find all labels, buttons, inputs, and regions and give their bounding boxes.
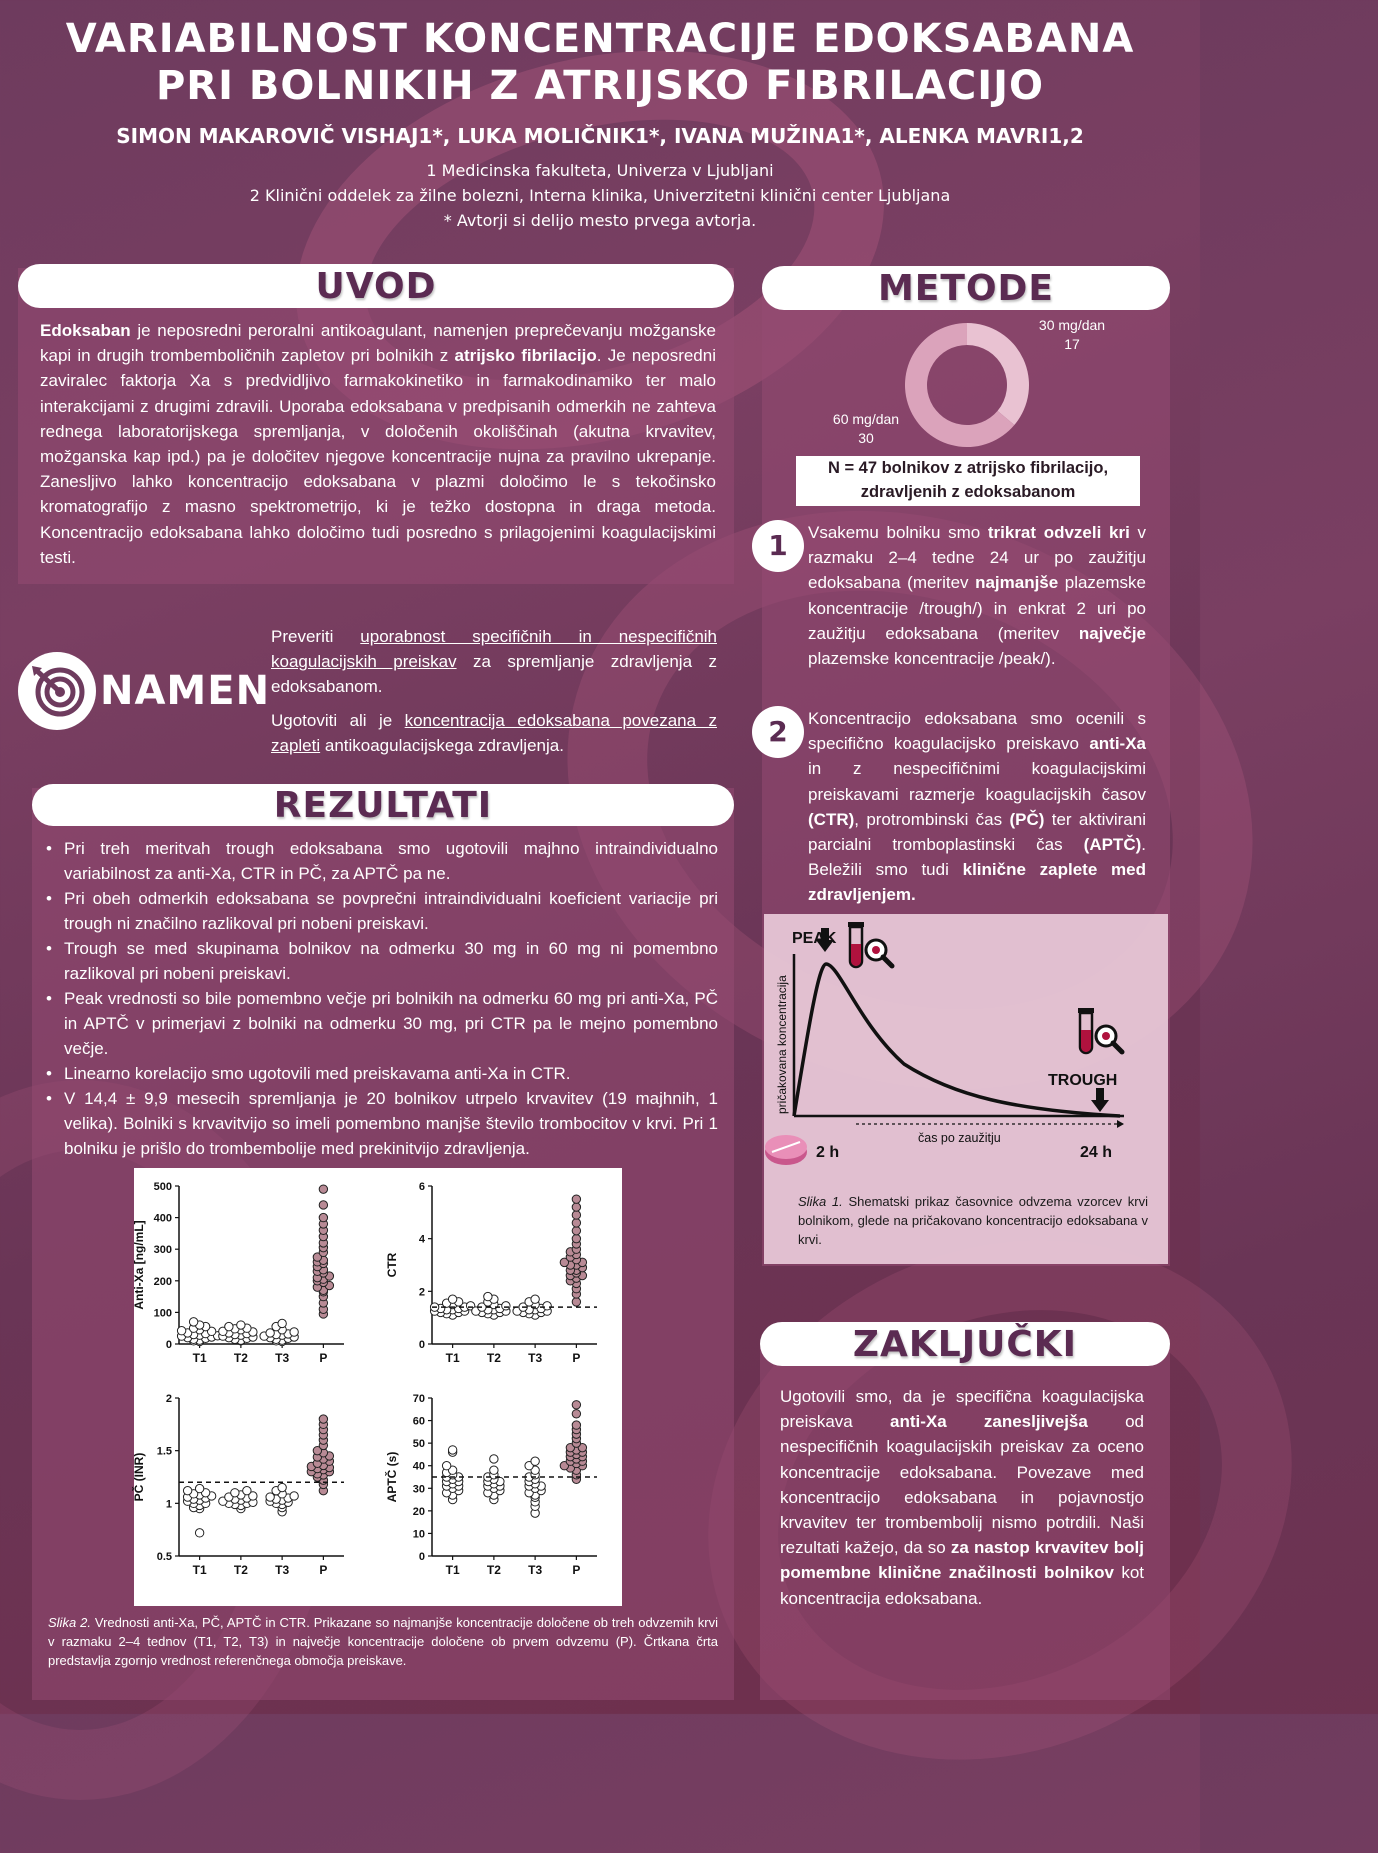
pill-icon xyxy=(765,1135,807,1165)
s2g: ter aktivirani parcialni tromboplastinski čas xyxy=(808,809,1146,855)
namen-p2b: koncentracija edoksabana povezana z zapleti xyxy=(271,710,717,755)
figure-2-caption-label: Slika 2. xyxy=(48,1615,91,1630)
y-axis-label: Anti-Xa [ng/mL] xyxy=(132,1220,146,1310)
n-line-2: zdravljenih z edoksabanom xyxy=(860,483,1076,501)
data-point xyxy=(484,1292,492,1300)
tick-24h: 24 h xyxy=(1080,1144,1113,1161)
s1b: trikrat odvzeli kri xyxy=(987,523,1130,542)
x-tick-label: T3 xyxy=(528,1351,543,1365)
y-tick-label: 200 xyxy=(153,1275,172,1288)
x-tick-label: T2 xyxy=(486,1351,501,1365)
step-2-text xyxy=(808,706,1146,908)
donut-label-60mg xyxy=(816,410,916,448)
y-tick-label: 300 xyxy=(153,1244,172,1257)
s2j: klinične zaplete med zdravljenjem. xyxy=(808,860,1146,905)
data-point xyxy=(319,1213,327,1221)
y-tick-label: 0 xyxy=(418,1551,425,1563)
data-point xyxy=(490,1466,498,1474)
uvod-t1: Edoksaban xyxy=(40,321,131,340)
data-point xyxy=(177,1327,185,1335)
rezultati-bullet: • Peak vrednosti so bile pomembno večje pri bolnikih na odmerku 60 mg pri anti-Xa, PČ in APTČ v primerjavi z bolniki na odmerku 30 mg, pri CTR pa le mejno pomembno večje. xyxy=(42,986,718,1061)
dose-donut-chart xyxy=(900,318,1034,452)
x-tick-label: P xyxy=(319,1563,328,1577)
data-point xyxy=(319,1201,327,1209)
data-point xyxy=(572,1421,580,1429)
y-tick-label: 30 xyxy=(412,1483,425,1496)
figure-1-caption xyxy=(798,1192,1148,1249)
blood-test-tube-icon xyxy=(848,922,892,967)
poster-title xyxy=(0,16,1200,110)
data-point xyxy=(572,1203,580,1211)
metode-heading: METODE xyxy=(762,266,1170,310)
data-point xyxy=(319,1415,327,1423)
x-tick-label: T1 xyxy=(445,1563,460,1577)
y-tick-label: 400 xyxy=(153,1212,172,1225)
data-point xyxy=(195,1484,203,1492)
title-line-1: VARIABILNOST KONCENTRACIJE EDOKSABANA xyxy=(65,16,1135,62)
pk-curve-diagram xyxy=(764,914,1168,1170)
trough-label: TROUGH xyxy=(1048,1072,1118,1089)
s2a: Koncentracijo edoksabana smo ocenili s specifično koagulacijsko preiskavo xyxy=(808,709,1146,754)
data-point xyxy=(572,1401,580,1409)
y-tick-label: 500 xyxy=(153,1181,172,1193)
x-tick-label: T2 xyxy=(233,1563,248,1577)
authors: SIMON MAKAROVIČ VISHAJ1*, LUKA MOLIČNIK1*, IVANA MUŽINA1*, ALENKA MAVRI1,2 xyxy=(116,124,1084,148)
z3: od nespecifičnih koagulacijskih preiskav za oceno koncentracije edoksabana. Povezave med koncentracijo edoksabana in pojavnostjo krvavitev ter trombembolij nismo potrdili. Naši rezultati kažejo, da so xyxy=(780,1412,1144,1558)
donut-label-60mg-value: 30 xyxy=(858,430,874,446)
uvod-text xyxy=(40,318,716,570)
s1a: Vsakemu bolniku smo xyxy=(808,523,988,542)
y-tick-label: 10 xyxy=(412,1528,425,1541)
namen-p1c: za spremljanje zdravljenja z edoksabanom. xyxy=(271,652,717,697)
data-point xyxy=(572,1410,580,1418)
y-tick-label: 1.5 xyxy=(156,1445,172,1458)
title-line-2: PRI BOLNIKIH Z ATRIJSKO FIBRILACIJO xyxy=(155,63,1045,109)
x-tick-label: T1 xyxy=(192,1563,207,1577)
donut-label-60mg-text: 60 mg/dan xyxy=(832,411,900,427)
z4: za nastop krvavitev bolj pomembne klinične značilnosti bolnikov xyxy=(780,1538,1144,1583)
y-tick-label: 60 xyxy=(412,1415,425,1428)
x-axis-label: čas po zaužitju xyxy=(918,1131,1001,1145)
uvod-heading: UVOD xyxy=(18,264,734,308)
figure-1-caption-text: Shematski prikaz časovnice odvzema vzorcev krvi bolnikom, glede na pričakovano koncentracijo edoksabana v krvi. xyxy=(798,1194,1148,1247)
x-tick-label: P xyxy=(572,1563,581,1577)
s1d: najmanjše xyxy=(975,573,1059,593)
figure-2-caption-text: Vrednosti anti-Xa, PČ, APTČ in CTR. Prikazane so najmanjše koncentracije določene ob treh odvzemih krvi v razmaku 2–4 tednov (T1, T2, T3) in največje koncentracije določene ob prvem odvzemu (P). Črtkana črta predstavlja zgornjo vrednost referenčnega območja preiskave. xyxy=(48,1615,718,1668)
x-tick-label: P xyxy=(572,1351,581,1365)
data-point xyxy=(572,1211,580,1219)
uvod-t3: atrijsko fibrilacijo xyxy=(454,346,597,366)
y-tick-label: 0 xyxy=(165,1339,172,1351)
scatter-charts xyxy=(134,1168,622,1606)
figure-2 xyxy=(134,1168,622,1606)
data-point xyxy=(319,1185,327,1193)
y-tick-label: 6 xyxy=(418,1181,425,1193)
y-tick-label: 0.5 xyxy=(156,1551,172,1563)
data-point xyxy=(278,1319,286,1327)
y-tick-label: 50 xyxy=(412,1438,425,1451)
namen-p1a: Preveriti xyxy=(271,627,361,646)
namen-text xyxy=(271,624,717,758)
data-point xyxy=(195,1529,203,1537)
s2b: anti-Xa xyxy=(1089,734,1146,754)
donut-label-30mg-text: 30 mg/dan xyxy=(1038,317,1106,333)
y-tick-label: 100 xyxy=(153,1307,172,1320)
peak-label: PEAK xyxy=(792,930,837,947)
x-tick-label: P xyxy=(319,1351,328,1365)
data-point xyxy=(237,1321,245,1329)
y-tick-label: 4 xyxy=(418,1233,425,1246)
zakljucki-heading: ZAKLJUČKI xyxy=(760,1322,1170,1366)
s2f: (PČ) xyxy=(1009,809,1045,829)
affiliation-3: * Avtorji si delijo mesto prvega avtorja. xyxy=(443,211,757,230)
namen-p2c: antikoagulacijskega zdravljenja. xyxy=(320,735,564,755)
y-tick-label: 1 xyxy=(165,1498,172,1511)
data-point xyxy=(183,1486,191,1494)
rezultati-heading: REZULTATI xyxy=(32,784,734,826)
s2i: . Beležili smo tudi xyxy=(808,835,1146,880)
target-icon xyxy=(18,652,96,730)
affiliation-1: 1 Medicinska fakulteta, Univerza v Ljubljani xyxy=(426,161,774,180)
concentration-curve xyxy=(794,964,1120,1116)
y-tick-label: 0 xyxy=(418,1339,425,1351)
blood-test-tube-icon xyxy=(1078,1008,1122,1053)
trough-arrow xyxy=(1091,1088,1109,1112)
namen-heading: NAMEN xyxy=(100,668,271,714)
data-point xyxy=(442,1462,450,1470)
rezultati-bullet: • Trough se med skupinama bolnikov na odmerku 30 mg in 60 mg ni pomembno razlikoval pri nobeni preiskavi. xyxy=(42,936,718,986)
y-tick-label: 2 xyxy=(418,1286,425,1299)
data-point xyxy=(572,1234,580,1242)
data-point xyxy=(531,1457,539,1465)
n-patients-box xyxy=(796,456,1140,506)
y-tick-label: 2 xyxy=(165,1393,172,1405)
data-point xyxy=(231,1489,239,1497)
rezultati-bullet: • Pri obeh odmerkih edoksabana se povprečni intraindividualni koeficient variacije pri trough ni značilno razlikoval pri nobeni preiskavi. xyxy=(42,886,718,936)
x-tick-label: T1 xyxy=(192,1351,207,1365)
s1c: v razmaku 2–4 tedne 24 ur po zaužitju edoksabana (meritev xyxy=(808,523,1146,593)
affiliation-2: 2 Klinični oddelek za žilne bolezni, Interna klinika, Univerzitetni klinični center Ljubljana xyxy=(249,186,951,205)
data-point xyxy=(278,1483,286,1491)
data-point xyxy=(543,1302,551,1310)
x-tick-label: T3 xyxy=(275,1351,290,1365)
uvod-t2: je neposredni peroralni antikoagulant, namenjen preprečevanju možganske kapi in drugih trombemboličnih zapletov pri bolnikih z xyxy=(40,321,716,366)
s2c: in z nespecifičnimi koagulacijskimi preiskavami razmerje koagulacijskih časov xyxy=(808,759,1146,804)
data-point xyxy=(448,1446,456,1454)
donut-label-30mg-value: 17 xyxy=(1064,336,1080,352)
data-point xyxy=(572,1298,580,1306)
y-tick-label: 40 xyxy=(412,1460,425,1473)
z5: kot koncentracija edoksabana. xyxy=(780,1563,1144,1608)
n-line-1: N = 47 bolnikov z atrijsko fibrilacijo, xyxy=(827,459,1109,477)
donut-slice-30mg xyxy=(967,323,1029,425)
x-tick-label: T1 xyxy=(445,1351,460,1365)
affiliations xyxy=(0,158,1200,233)
data-point xyxy=(243,1486,251,1494)
data-point xyxy=(290,1492,298,1500)
y-axis-label: CTR xyxy=(385,1252,399,1278)
x-tick-label: T2 xyxy=(233,1351,248,1365)
data-point xyxy=(572,1219,580,1227)
x-tick-label: T3 xyxy=(275,1563,290,1577)
s1g: plazemske koncentracije /peak/). xyxy=(808,649,1056,669)
s1e: plazemske koncentracije /trough/) in enkrat 2 uri po zaužitju edoksabana (meritev xyxy=(808,573,1146,643)
uvod-t4: . Je neposredni zaviralec faktorja Xa s predvidljivo farmakokinetiko in farmakodinamiko ter malo interakcijami z drugimi zdravili. Uporaba edoksabana v predpisanih odmerkih ne zahteva rednega laboratorijskega spremljanja, v določenih okoliščinah (akutna krvavitev, možganska kap ipd.) pa je določitev njegove koncentracije nujna za pravilno ukrepanje. Zanesljivo lahko koncentracijo edoksabana v plazmi določimo le s tekočinsko kromatografijo z masno spektrometrijo, ki je težko dostopna in draga metoda. Koncentracijo edoksabana lahko določimo tudi posredno s prilagojenimi koagulacijskimi testi. xyxy=(40,346,716,567)
zakljucki-text xyxy=(780,1384,1144,1611)
data-point xyxy=(490,1455,498,1463)
rezultati-bullet: • Linearno korelacijo smo ugotovili med preiskavama anti-Xa in CTR. xyxy=(42,1061,718,1086)
data-point xyxy=(290,1328,298,1336)
data-point xyxy=(572,1195,580,1203)
y-axis-label: pričakovana koncentracija xyxy=(775,975,789,1114)
rezultati-bullets xyxy=(42,836,718,1161)
s2d: (CTR) xyxy=(808,809,855,829)
s2h: (APTČ) xyxy=(1083,835,1142,855)
data-point xyxy=(502,1302,510,1310)
y-tick-label: 70 xyxy=(412,1393,425,1405)
data-point xyxy=(531,1295,539,1303)
s2e: , protrombinski čas xyxy=(854,809,1010,829)
step-1-text xyxy=(808,520,1146,671)
step-2-badge: 2 xyxy=(752,706,804,758)
rezultati-bullet: • V 14,4 ± 9,9 mesecih spremljanja je 20 bolnikov utrpelo krvavitev (19 majhnih, 1 velika). Bolniki s krvavitvijo so imeli pomembno manjše število trombocitov v krvi. Pri 1 bolniku je prišlo do trombembolije med prekinitvijo zdravljenja. xyxy=(42,1086,718,1161)
x-tick-label: T2 xyxy=(486,1563,501,1577)
y-tick-label: 20 xyxy=(412,1505,425,1518)
data-point xyxy=(448,1295,456,1303)
figure-1-caption-label: Slika 1. xyxy=(798,1194,843,1209)
x-tick-label: T3 xyxy=(528,1563,543,1577)
step-1-badge: 1 xyxy=(752,520,804,572)
y-axis-label: APTČ (s) xyxy=(385,1451,399,1503)
y-axis-label: PČ (INR) xyxy=(132,1452,146,1502)
donut-label-30mg xyxy=(1022,316,1122,354)
data-point xyxy=(189,1318,197,1326)
z1: Ugotovili smo, da je specifična koagulacijska preiskava xyxy=(780,1387,1144,1432)
tick-2h: 2 h xyxy=(816,1144,840,1161)
s1f: največje xyxy=(1078,623,1146,643)
rezultati-bullet: • Pri treh meritvah trough edoksabana smo ugotovili majhno intraindividualno variabilnost za anti-Xa, CTR in PČ, za APTČ pa ne. xyxy=(42,836,718,886)
figure-2-caption xyxy=(48,1613,718,1670)
data-point xyxy=(225,1322,233,1330)
figure-1 xyxy=(764,914,1168,1264)
data-point xyxy=(572,1227,580,1235)
namen-p1b: uporabnost specifičnih in nespecifičnih koagulacijskih preiskav xyxy=(271,627,717,672)
z2: anti-Xa zanesljivejša xyxy=(889,1412,1088,1432)
namen-p2a: Ugotoviti ali je xyxy=(271,710,405,730)
